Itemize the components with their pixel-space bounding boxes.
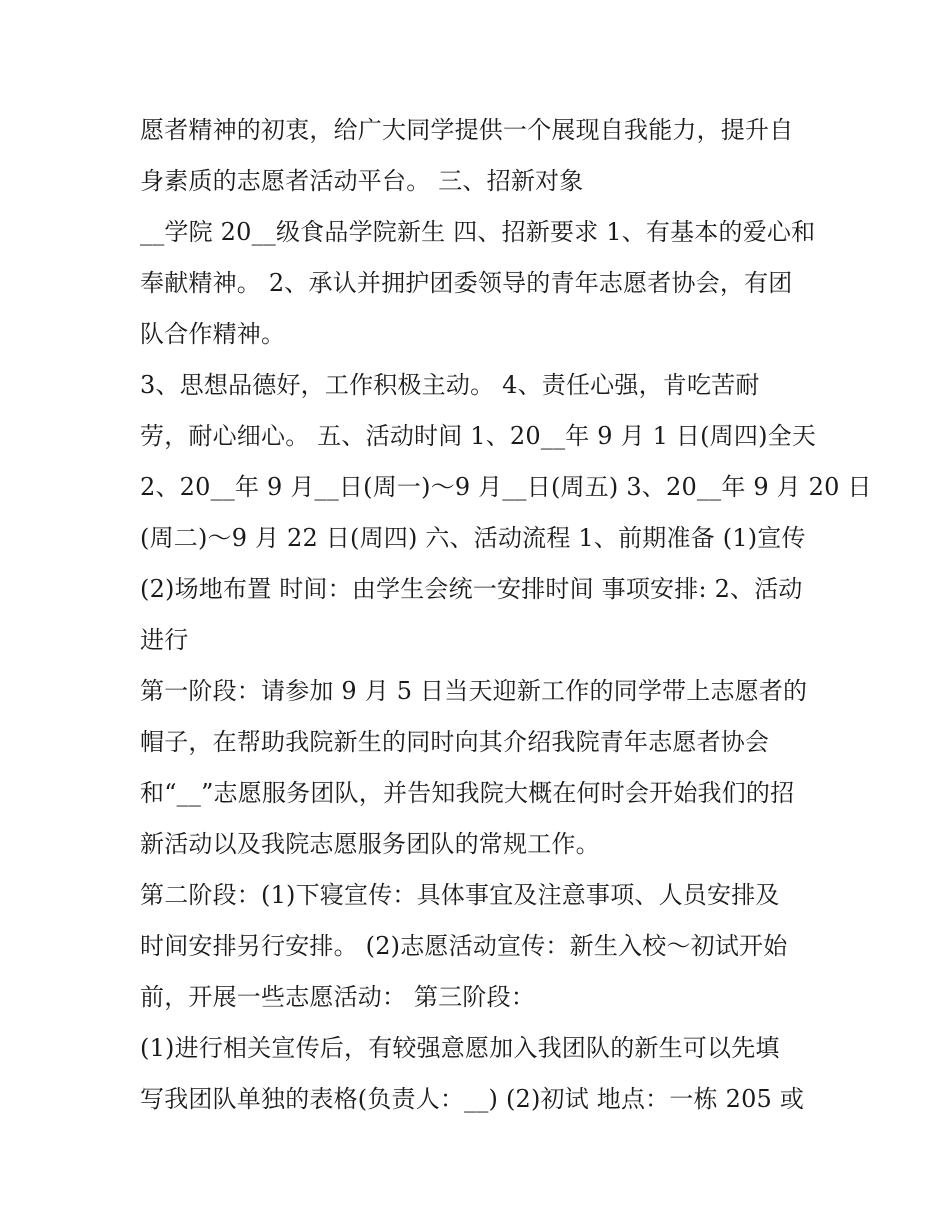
text-line-20: 写我团队单独的表格(负责人：__) (2)初试 地点：一栋 205 或 [140, 1085, 805, 1113]
text-line-7: 劳，耐心细心。 五、活动时间 1、20__年 9 月 1 日(周四)全天 [140, 422, 817, 450]
document-body [140, 105, 872, 1125]
text-line-1: 愿者精神的初衷，给广大同学提供一个展现自我能力，提升自 [140, 116, 794, 144]
text-line-16: 第二阶段：(1)下寝宣传：具体事宜及注意事项、人员安排及 [140, 881, 780, 909]
text-line-6: 3、思想品德好，工作积极主动。 4、责任心强，肯吃苦耐 [140, 371, 760, 399]
text-line-5: 队合作精神。 [140, 320, 286, 348]
text-line-19: (1)进行相关宣传后，有较强意愿加入我团队的新生可以先填 [140, 1034, 780, 1062]
text-line-11: 进行 [140, 626, 189, 654]
text-line-18: 前，开展一些志愿活动： 第三阶段： [140, 983, 536, 1011]
text-line-12: 第一阶段：请参加 9 月 5 日当天迎新工作的同学带上志愿者的 [140, 677, 808, 705]
text-line-13: 帽子，在帮助我院新生的同时向其介绍我院青年志愿者协会 [140, 728, 770, 756]
text-line-17: 时间安排另行安排。 (2)志愿活动宣传：新生入校～初试开始 [140, 932, 788, 960]
text-line-4: 奉献精神。 2、承认并拥护团委领导的青年志愿者协会，有团 [140, 269, 793, 297]
text-line-9: (周二)～9 月 22 日(周四) 六、活动流程 1、前期准备 (1)宣传 [140, 524, 806, 552]
text-line-15: 新活动以及我院志愿服务团队的常规工作。 [140, 830, 600, 858]
text-line-3: __学院 20__级食品学院新生 四、招新要求 1、有基本的爱心和 [140, 218, 816, 246]
text-line-8: 2、20__年 9 月__日(周一)～9 月__日(周五) 3、20__年 9 月 20 日 [140, 473, 872, 501]
text-line-14: 和“__”志愿服务团队，并告知我院大概在何时会开始我们的招 [140, 779, 795, 807]
text-line-10: (2)场地布置 时间：由学生会统一安排时间 事项安排: 2、活动 [140, 575, 803, 603]
text-line-2: 身素质的志愿者活动平台。 三、招新对象 [140, 167, 584, 195]
